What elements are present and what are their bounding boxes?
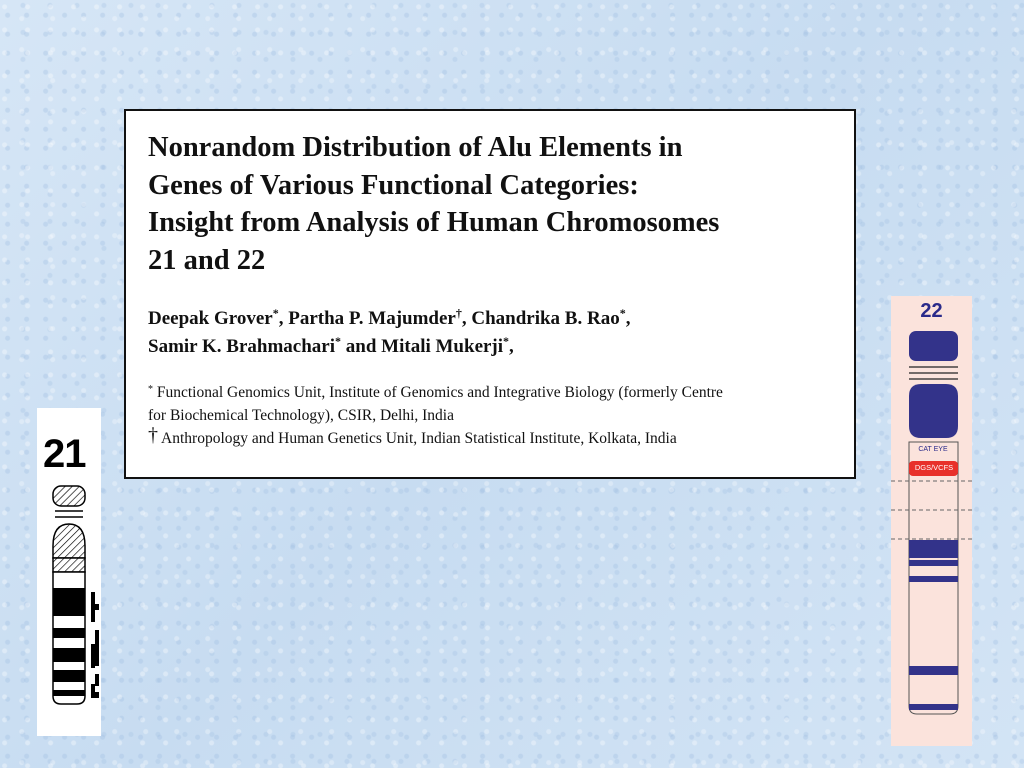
paper-header-content	[148, 129, 838, 450]
affiliation-mark: †	[148, 424, 158, 446]
author-separator: ,	[509, 336, 514, 357]
chr22-centromere-band	[909, 384, 958, 438]
author-line	[148, 305, 838, 333]
author-name: Mitali Mukerji	[381, 336, 504, 357]
author-affiliation-mark: *	[503, 334, 510, 348]
chr21-side-marker	[91, 644, 95, 668]
affiliation-mark: *	[148, 384, 153, 395]
chr22-dark-band	[909, 576, 958, 582]
chromosome-22-label: 22	[920, 300, 943, 322]
chr21-dark-band	[53, 588, 85, 616]
author-affiliation-mark: *	[272, 306, 279, 320]
author-separator: ,	[278, 308, 289, 329]
chromosome-22-panel	[891, 296, 972, 746]
paper-title-line: 21 and 22	[148, 244, 266, 276]
author-name: Partha P. Majumder	[288, 308, 456, 329]
chromosome-21-label: 21	[43, 432, 86, 476]
affiliation-line	[148, 381, 838, 404]
chromosome-21-panel	[37, 408, 101, 736]
chr21-dark-band	[53, 648, 85, 662]
cat-eye-region-label: CAT EYE	[918, 446, 948, 453]
chr22-dark-band	[909, 704, 958, 710]
author-affiliation-mark: *	[619, 306, 626, 320]
author-affiliation-mark: *	[335, 334, 342, 348]
affiliation-text: Anthropology and Human Genetics Unit, Indian Statistical Institute, Kolkata, India	[161, 430, 677, 447]
author-line	[148, 333, 838, 361]
chromosome-21-ideogram	[37, 408, 101, 736]
paper-header-box	[124, 109, 856, 479]
chr21-side-marker	[95, 674, 99, 686]
author-name: Samir K. Brahmachari	[148, 336, 336, 357]
chr21-side-marker	[91, 684, 95, 698]
author-affiliation-mark: †	[455, 306, 462, 320]
paper-title-line: Nonrandom Distribution of Alu Elements in	[148, 132, 683, 163]
paper-title-line: Insight from Analysis of Human Chromosomes	[148, 207, 720, 238]
affiliation-line: for Biochemical Technology), CSIR, Delhi, India	[148, 407, 454, 424]
dgs-vcfs-region-label: DGS/VCFS	[914, 463, 954, 472]
author-separator: ,	[461, 308, 472, 329]
chr21-side-marker	[95, 692, 99, 698]
chr22-dark-band	[909, 540, 958, 558]
chr21-dark-band	[53, 690, 85, 696]
chr22-dark-band	[909, 560, 958, 566]
affiliation-text: Functional Genomics Unit, Institute of Genomics and Integrative Biology (formerly Centre	[156, 384, 723, 401]
chr22-satellite-band	[909, 331, 958, 361]
chr21-dark-band	[53, 628, 85, 638]
paper-title-line: Genes of Various Functional Categories:	[148, 169, 639, 201]
author-separator: ,	[625, 308, 631, 329]
chr21-dark-band	[53, 670, 85, 682]
chr21-centromere-band	[53, 558, 85, 572]
paper-title	[148, 129, 838, 279]
chr21-side-marker	[91, 592, 95, 622]
affiliation-line	[148, 424, 838, 450]
chr21-centromere-band	[53, 524, 85, 558]
chr21-side-marker	[95, 604, 99, 610]
author-name: Deepak Grover	[148, 308, 273, 329]
author-list	[148, 305, 838, 361]
author-name: Chandrika B. Rao	[471, 308, 620, 329]
chr21-satellite-band	[53, 486, 85, 506]
chromosome-22-ideogram	[891, 296, 972, 746]
chr21-side-marker	[95, 630, 99, 666]
author-separator: and	[341, 336, 382, 357]
chr22-dark-band	[909, 666, 958, 675]
affiliation-list	[148, 381, 838, 450]
